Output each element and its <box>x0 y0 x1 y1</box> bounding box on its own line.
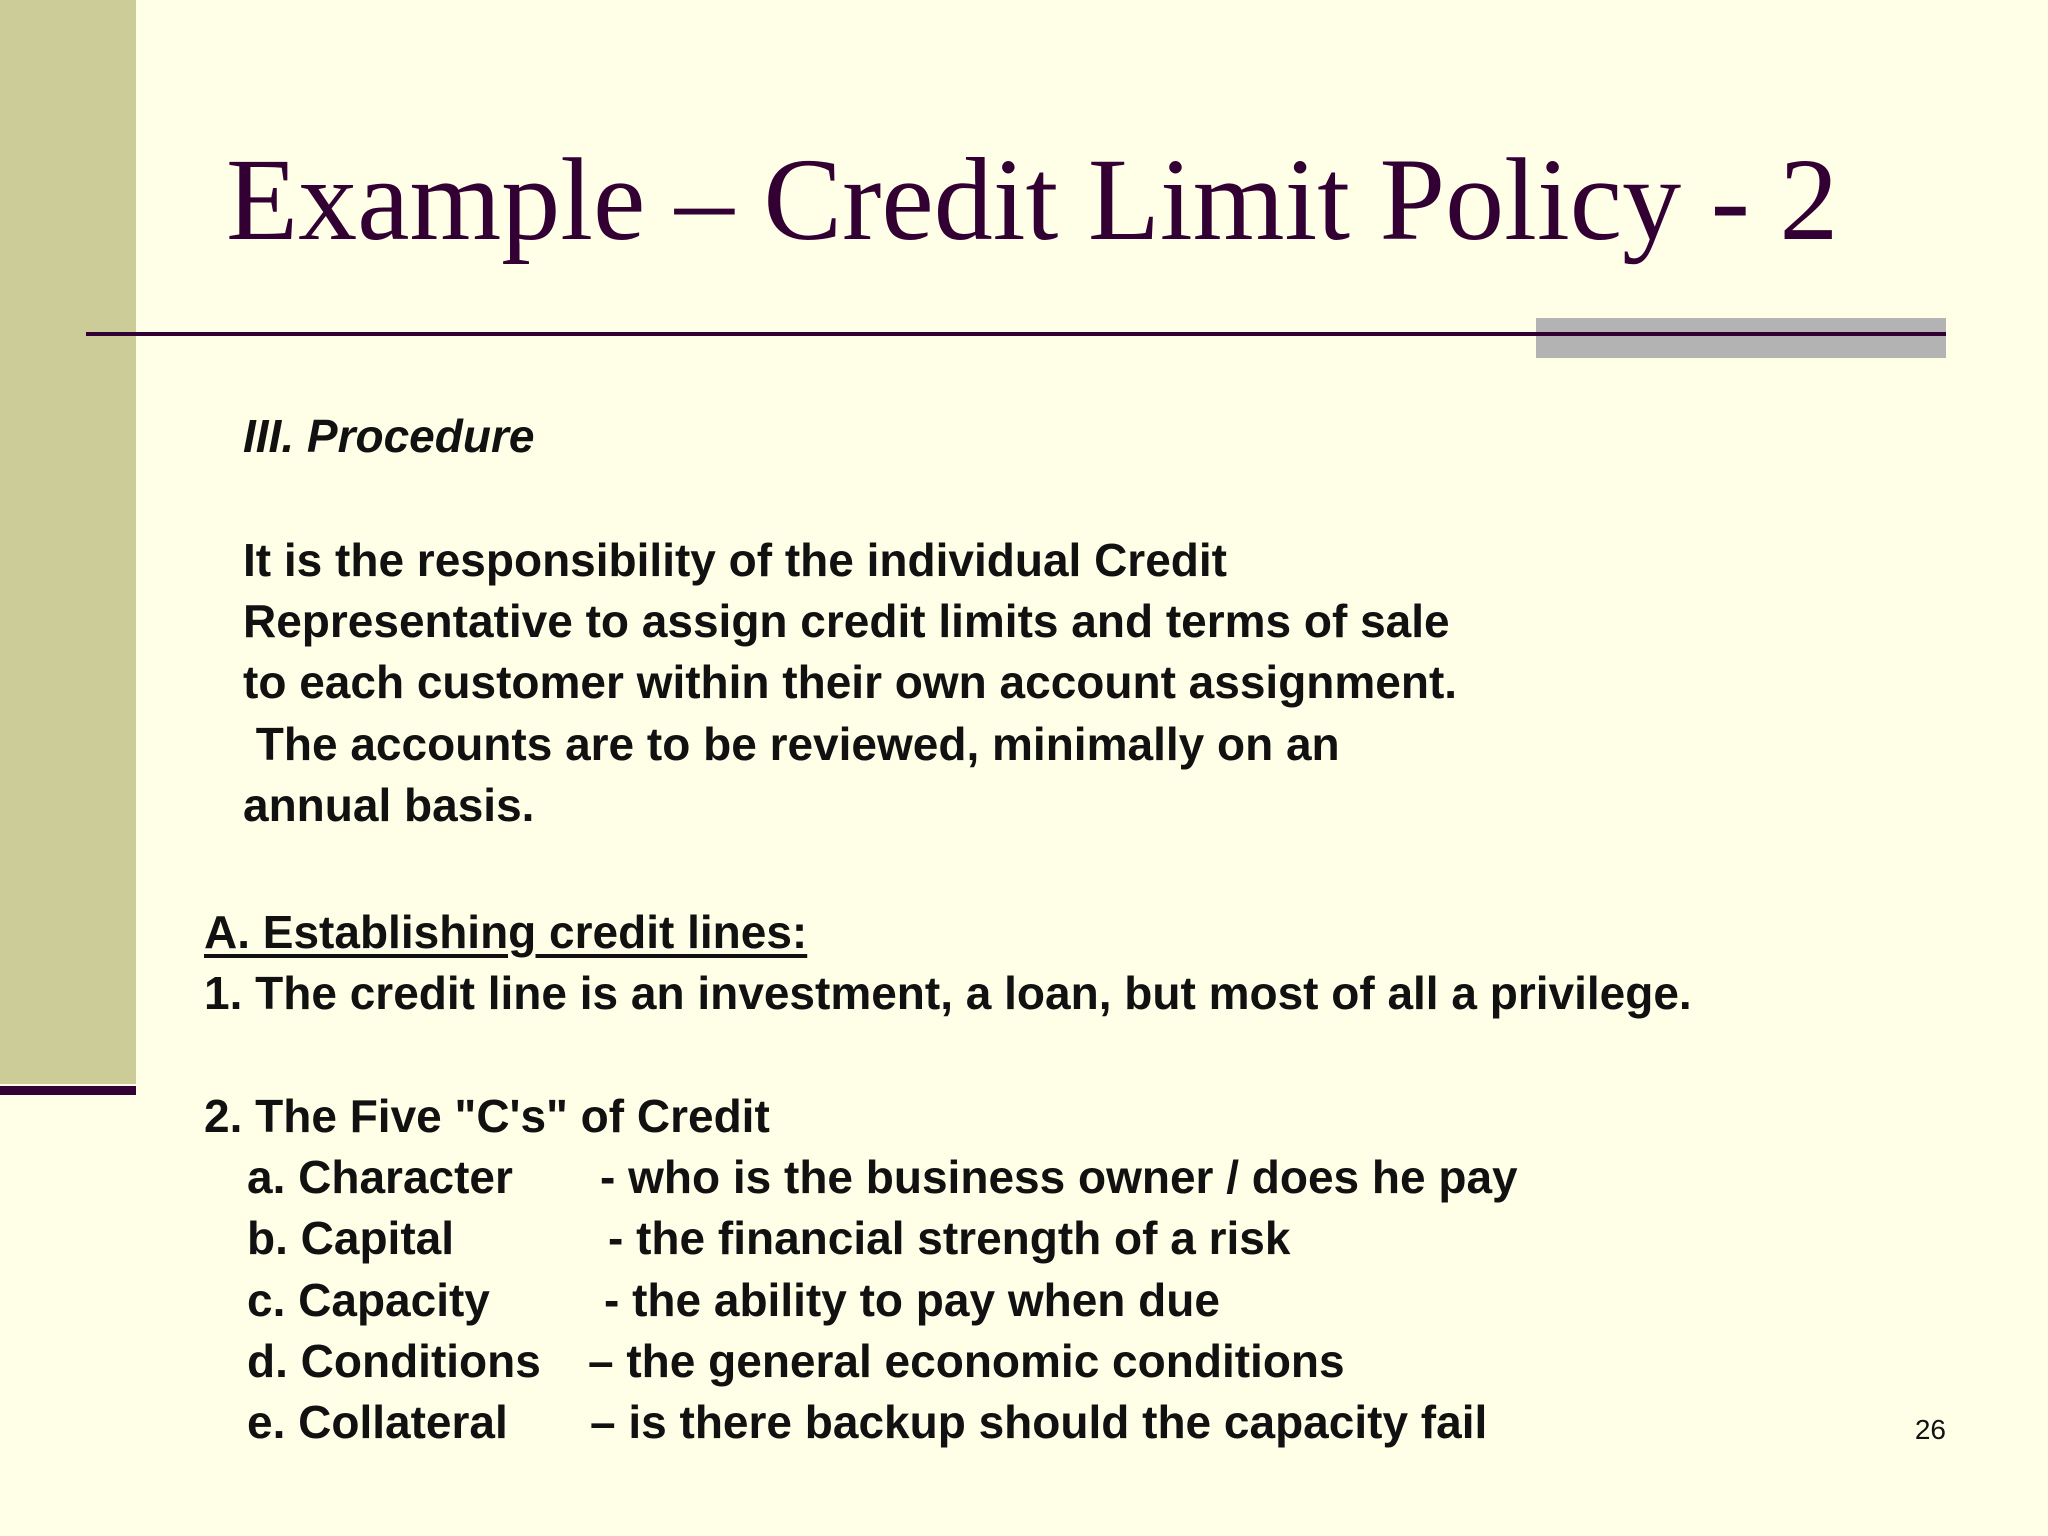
paragraph-line: The accounts are to be reviewed, minimally on an <box>243 718 1340 770</box>
slide-title: Example – Credit Limit Policy - 2 <box>226 134 1839 265</box>
five-cs-label: a. Character <box>247 1151 513 1203</box>
paragraph-line: It is the responsibility of the individual Credit <box>243 534 1227 586</box>
page-number: 26 <box>1914 1414 1946 1445</box>
five-cs-desc: - who is the business owner / does he pay <box>600 1151 1518 1203</box>
point-2: 2. The Five "C's" of Credit <box>204 1090 770 1142</box>
five-cs-label: d. Conditions <box>247 1335 541 1387</box>
five-cs-desc: - the financial strength of a risk <box>608 1212 1291 1264</box>
five-cs-label: e. Collateral <box>247 1396 508 1448</box>
paragraph-line: Representative to assign credit limits and terms of sale <box>243 595 1450 647</box>
paragraph-line: annual basis. <box>243 779 535 831</box>
five-cs-desc: – the general economic conditions <box>588 1335 1345 1387</box>
paragraph-line: to each customer within their own account assignment. <box>243 656 1458 708</box>
section-heading: III. Procedure <box>243 410 535 462</box>
five-cs-desc: - the ability to pay when due <box>604 1274 1220 1326</box>
subsection-heading: A. Establishing credit lines: <box>204 906 808 958</box>
five-cs-label: b. Capital <box>247 1212 455 1264</box>
point-1: 1. The credit line is an investment, a loan, but most of all a privilege. <box>204 967 1692 1019</box>
five-cs-desc: – is there backup should the capacity fail <box>590 1396 1488 1448</box>
five-cs-label: c. Capacity <box>247 1274 490 1326</box>
